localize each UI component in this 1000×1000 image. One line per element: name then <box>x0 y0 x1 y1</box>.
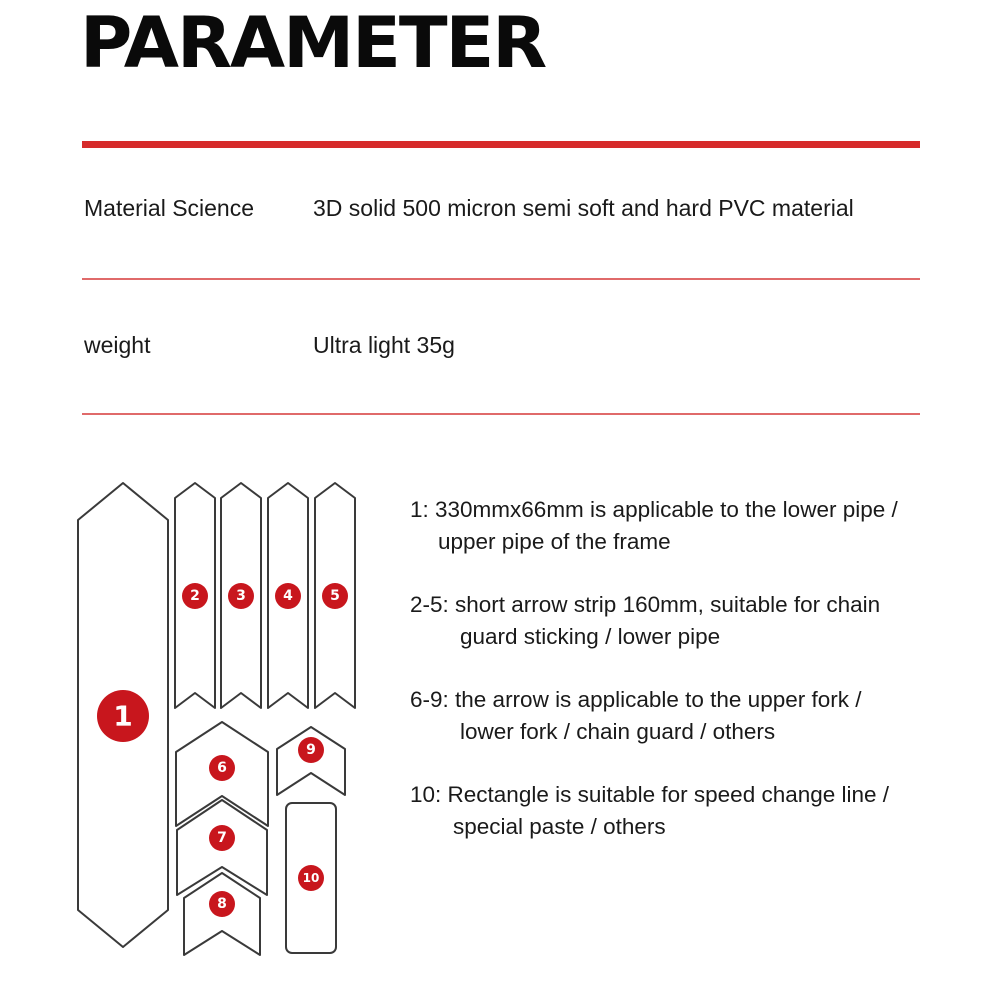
part-8-number: 8 <box>217 896 227 912</box>
desc-part-10-line1: 10: Rectangle is suitable for speed change line / <box>410 782 890 807</box>
desc-parts-2-5-line2: guard sticking / lower pipe <box>460 624 721 649</box>
weight-label: weight <box>84 332 151 358</box>
part-3-number: 3 <box>236 588 246 604</box>
desc-parts-2-5 <box>410 589 880 653</box>
desc-parts-6-9-line2: lower fork / chain guard / others <box>460 719 776 744</box>
desc-parts-6-9 <box>410 684 862 748</box>
part-1-number: 1 <box>113 699 133 733</box>
part-10-number: 10 <box>302 871 320 885</box>
desc-part-1 <box>410 494 898 558</box>
page-title: PARAMETER <box>80 2 546 84</box>
material-label: Material Science <box>84 195 255 221</box>
desc-parts-2-5-line1: 2-5: short arrow strip 160mm, suitable for chain <box>410 592 881 617</box>
part-4-number: 4 <box>283 588 293 604</box>
material-value: 3D solid 500 micron semi soft and hard PVC material <box>313 195 854 221</box>
desc-parts-6-9-line1: 6-9: the arrow is applicable to the upper fork / <box>410 687 862 712</box>
desc-part-10-line2: special paste / others <box>453 814 666 839</box>
desc-part-10 <box>410 779 889 843</box>
desc-part-1-line1: 1: 330mmx66mm is applicable to the lower pipe / <box>410 497 898 522</box>
desc-part-1-line2: upper pipe of the frame <box>438 529 671 554</box>
part-9-number: 9 <box>306 742 316 758</box>
weight-value: Ultra light 35g <box>313 332 455 358</box>
part-7-number: 7 <box>217 830 227 846</box>
part-5-number: 5 <box>330 588 340 604</box>
part-6-number: 6 <box>217 760 227 776</box>
part-2-number: 2 <box>190 588 200 604</box>
